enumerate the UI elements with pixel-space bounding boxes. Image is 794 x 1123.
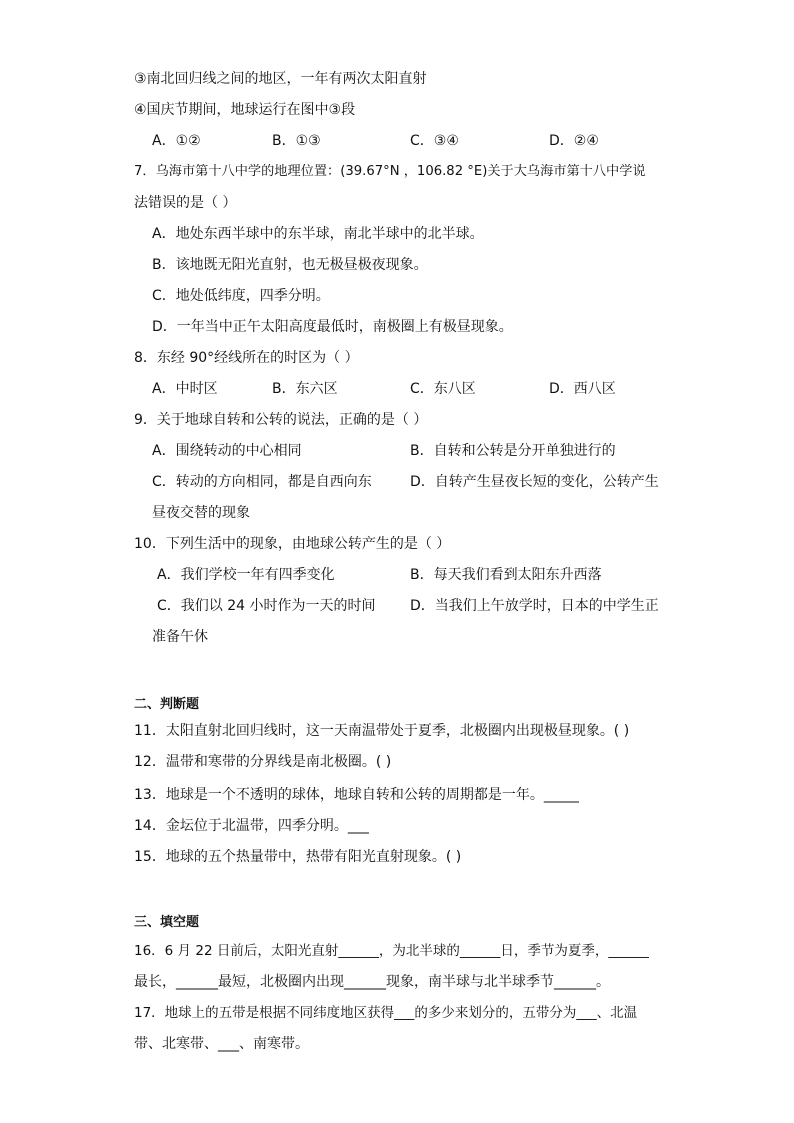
q10-option-d: D．当我们上午放学时，日本的中学生正 — [410, 598, 659, 614]
question-7-line1: 7．乌海市第十八中学的地理位置：(39.67°N ，106.82 °E)关于大乌海市第十八中学说 — [134, 164, 646, 179]
q10-option-d-continued: 准备午休 — [152, 629, 208, 645]
q9-option-c: C．转动的方向相同，都是自西向东 — [152, 474, 372, 490]
question-16-line2: 最长，______最短，北极圈内出现______现象，南半球与北半球季节______。 — [134, 974, 610, 990]
question-17-line1: 17．地球上的五带是根据不同纬度地区获得___的多少来划分的，五带分为___、北温 — [134, 1005, 638, 1021]
q7-option-b: B．该地既无阳光直射，也无极昼极夜现象。 — [152, 257, 428, 273]
q10-option-c: C．我们以 24 小时作为一天的时间 — [157, 598, 376, 614]
question-7-line2: 法错误的是（ ） — [134, 195, 237, 211]
q9-option-a: A．围绕转动的中心相同 — [152, 443, 302, 459]
q6-option-c: C．③④ — [410, 133, 459, 149]
question-14: 14．金坛位于北温带，四季分明。___ — [134, 818, 369, 834]
statement-4: ④国庆节期间，地球运行在图中③段 — [134, 102, 356, 118]
section-2-heading: 二、判断题 — [134, 697, 200, 712]
question-9: 9．关于地球自转和公转的说法，正确的是（ ） — [134, 412, 428, 428]
q6-option-a: A．①② — [152, 133, 201, 149]
q7-option-d: D．一年当中正午太阳高度最低时，南极圈上有极昼现象。 — [152, 319, 513, 335]
question-12: 12．温带和寒带的分界线是南北极圈。( ) — [134, 754, 392, 770]
question-11: 11．太阳直射北回归线时，这一天南温带处于夏季，北极圈内出现极昼现象。( ) — [134, 723, 630, 739]
q8-option-b: B．东六区 — [272, 381, 338, 397]
statement-3: ③南北回归线之间的地区，一年有两次太阳直射 — [134, 71, 427, 87]
q10-option-a: A．我们学校一年有四季变化 — [157, 567, 335, 583]
q8-option-c: C．东八区 — [410, 381, 476, 397]
q10-option-b: B．每天我们看到太阳东升西落 — [410, 567, 602, 583]
q6-option-d: D．②④ — [549, 133, 599, 149]
q6-option-b: B．①③ — [272, 133, 321, 149]
question-10: 10．下列生活中的现象，由地球公转产生的是（ ） — [134, 536, 451, 552]
question-15: 15．地球的五个热量带中，热带有阳光直射现象。( ) — [134, 849, 462, 865]
q8-option-d: D．西八区 — [549, 381, 616, 397]
section-3-heading: 三、填空题 — [134, 915, 200, 930]
q7-option-c: C．地处低纬度，四季分明。 — [152, 288, 330, 304]
question-17-line2: 带、北寒带、___、南寒带。 — [134, 1036, 309, 1052]
q7-option-a: A．地处东西半球中的东半球，南北半球中的北半球。 — [152, 226, 484, 242]
question-8: 8．东经 90°经线所在的时区为（ ） — [134, 350, 359, 366]
q9-option-d: D．自转产生昼夜长短的变化，公转产生 — [410, 474, 659, 490]
question-13: 13．地球是一个不透明的球体，地球自转和公转的周期都是一年。_____ — [134, 787, 579, 803]
question-16-line1: 16．6 月 22 日前后，太阳光直射______，为北半球的______日，季节为夏季，______ — [134, 943, 649, 959]
q9-option-b: B．自转和公转是分开单独进行的 — [410, 443, 616, 459]
q9-option-d-continued: 昼夜交替的现象 — [152, 505, 250, 521]
q8-option-a: A．中时区 — [152, 381, 218, 397]
